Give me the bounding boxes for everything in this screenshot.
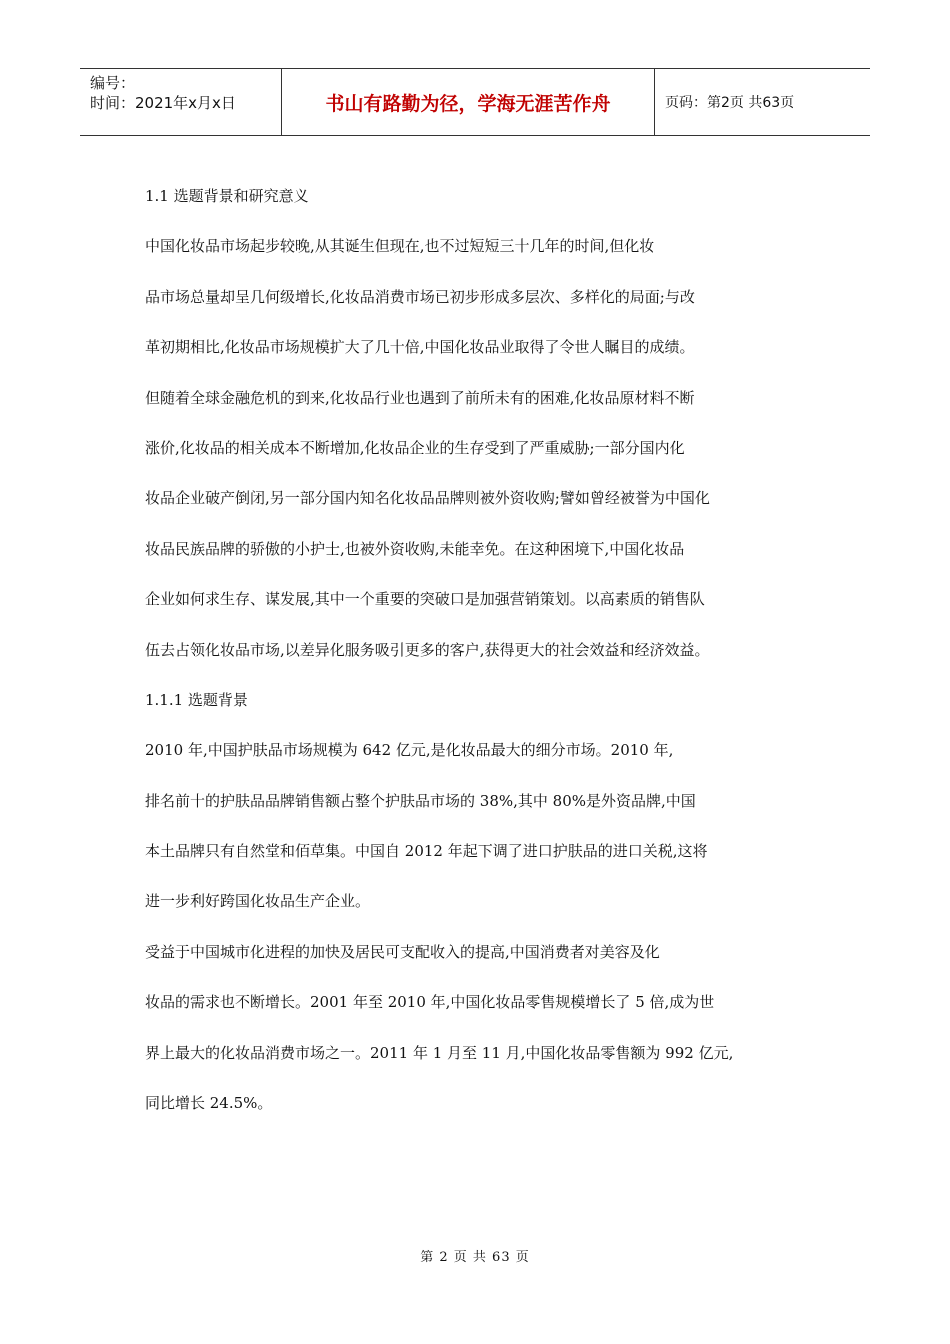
header-meta	[80, 69, 282, 135]
body-line: 进一步利好跨国化妆品生产企业。	[145, 892, 371, 911]
document-body	[145, 182, 785, 1139]
header-page-label: 页码：第2页 共63页	[665, 95, 795, 111]
body-line: 妆品的需求也不断增长。2001 年至 2010 年,中国化妆品零售规模增长了 5 倍,成为世	[145, 993, 715, 1012]
body-line: 企业如何求生存、谋发展,其中一个重要的突破口是加强营销策划。以高素质的销售队	[145, 590, 705, 609]
document-header	[80, 68, 870, 136]
body-line: 受益于中国城市化进程的加快及居民可支配收入的提高,中国消费者对美容及化	[145, 942, 660, 961]
body-line: 同比增长 24.5%。	[145, 1094, 273, 1113]
body-line: 界上最大的化妆品消费市场之一。2011 年 1 月至 11 月,中国化妆品零售额为 992 亿元,	[145, 1043, 734, 1062]
body-line: 革初期相比,化妆品市场规模扩大了几十倍,中国化妆品业取得了令世人瞩目的成绩。	[145, 338, 695, 357]
body-line: 妆品民族品牌的骄傲的小护士,也被外资收购,未能幸免。在这种困境下,中国化妆品	[145, 539, 685, 558]
section-heading: 1.1 选题背景和研究意义	[145, 187, 309, 205]
time-label: 时间：2021年x月x日	[90, 94, 236, 112]
header-motto: 书山有路勤为径，学海无涯苦作舟	[282, 69, 655, 135]
body-line: 伍去占领化妆品市场,以差异化服务吸引更多的客户,获得更大的社会效益和经济效益。	[145, 640, 710, 659]
number-label: 编号：	[90, 74, 136, 92]
body-line: 本土品牌只有自然堂和佰草集。中国自 2012 年起下调了进口护肤品的进口关税,这将	[145, 842, 708, 861]
body-line: 涨价,化妆品的相关成本不断增加,化妆品企业的生存受到了严重威胁;一部分国内化	[145, 438, 685, 457]
body-line: 排名前十的护肤品品牌销售额占整个护肤品市场的 38%,其中 80%是外资品牌,中国	[145, 791, 696, 810]
body-line: 2010 年,中国护肤品市场规模为 642 亿元,是化妆品最大的细分市场。2010 年,	[145, 741, 674, 760]
body-line: 中国化妆品市场起步较晚,从其诞生但现在,也不过短短三十几年的时间,但化妆	[145, 237, 655, 256]
body-line: 但随着全球金融危机的到来,化妆品行业也遇到了前所未有的困难,化妆品原材料不断	[145, 388, 695, 407]
page-footer: 第 2 页 共 63 页	[420, 1250, 530, 1265]
body-line: 妆品企业破产倒闭,另一部分国内知名化妆品品牌则被外资收购;譬如曾经被誉为中国化	[145, 489, 710, 508]
body-line: 品市场总量却呈几何级增长,化妆品消费市场已初步形成多层次、多样化的局面;与改	[145, 287, 695, 306]
subsection-heading: 1.1.1 选题背景	[145, 690, 248, 709]
